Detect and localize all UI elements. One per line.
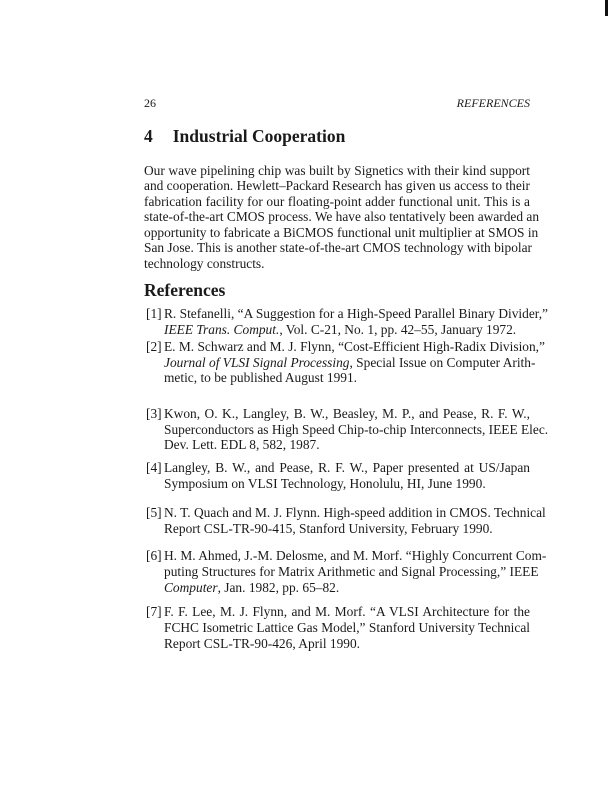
paragraph-line: technology constructs. bbox=[144, 256, 265, 271]
reference-line bbox=[164, 521, 530, 536]
reference-line bbox=[164, 636, 530, 651]
reference-line bbox=[164, 604, 530, 619]
reference-italic-text: Journal of VLSI Signal Processing bbox=[164, 355, 350, 370]
reference-italic-text: Computer bbox=[164, 580, 218, 595]
reference-text: Report CSL-TR-90-415, Stanford University, February 1990. bbox=[164, 521, 493, 536]
reference-line bbox=[164, 548, 547, 563]
reference-number: [7] bbox=[146, 604, 162, 619]
reference-line bbox=[164, 564, 539, 579]
reference-text: E. M. Schwarz and M. J. Flynn, “Cost-Efficient High-Radix Division,” bbox=[164, 339, 545, 354]
reference-text: R. Stefanelli, “A Suggestion for a High-Speed Parallel Binary Divider,” bbox=[164, 306, 548, 321]
reference-number: [1] bbox=[146, 306, 162, 321]
reference-text: H. M. Ahmed, J.-M. Delosme, and M. Morf. “Highly Concurrent Com- bbox=[164, 548, 547, 563]
reference-line bbox=[164, 406, 530, 421]
paragraph-line: fabrication facility for our floating-point adder functional unit. This is a bbox=[144, 194, 530, 209]
reference-text: , Jan. 1982, pp. 65–82. bbox=[217, 580, 340, 595]
reference-number: [5] bbox=[146, 505, 162, 520]
reference-text: Symposium on VLSI Technology, Honolulu, HI, June 1990. bbox=[164, 476, 486, 491]
reference-line bbox=[164, 306, 548, 321]
reference-text: Report CSL-TR-90-426, April 1990. bbox=[164, 636, 361, 651]
reference-text: , Special Issue on Computer Arith- bbox=[349, 355, 536, 370]
section-title: Industrial Cooperation bbox=[172, 126, 346, 146]
section-number: 4 bbox=[144, 126, 153, 146]
paragraph-line: state-of-the-art CMOS process. We have also tentatively been awarded an bbox=[144, 209, 540, 224]
reference-text: Superconductors as High Speed Chip-to-chip Interconnects, IEEE Elec. bbox=[164, 422, 549, 437]
running-title: REFERENCES bbox=[456, 96, 530, 110]
reference-text: puting Structures for Matrix Arithmetic and Signal Processing,” IEEE bbox=[164, 564, 539, 579]
reference-line bbox=[164, 460, 530, 475]
scan-artifact-mark bbox=[605, 0, 608, 16]
reference-number: [4] bbox=[146, 460, 162, 475]
reference-line bbox=[164, 505, 546, 520]
reference-line bbox=[164, 370, 530, 385]
reference-line bbox=[164, 476, 530, 491]
reference-text: N. T. Quach and M. J. Flynn. High-speed addition in CMOS. Technical bbox=[164, 505, 546, 520]
reference-line bbox=[164, 620, 530, 635]
reference-text: FCHC Isometric Lattice Gas Model,” Stanford University Technical bbox=[164, 620, 530, 635]
reference-line bbox=[164, 422, 549, 437]
reference-line bbox=[164, 580, 530, 595]
reference-italic-text: IEEE Trans. Comput. bbox=[164, 322, 280, 337]
page-number: 26 bbox=[144, 96, 156, 110]
reference-text: metic, to be published August 1991. bbox=[164, 370, 358, 385]
reference-number: [6] bbox=[146, 548, 162, 563]
reference-line bbox=[164, 355, 536, 370]
references-heading: References bbox=[144, 280, 226, 300]
section-heading bbox=[144, 126, 345, 147]
reference-text: Dev. Lett. EDL 8, 582, 1987. bbox=[164, 437, 320, 452]
paragraph-line: Our wave pipelining chip was built by Signetics with their kind support bbox=[144, 163, 530, 178]
reference-number: [3] bbox=[146, 406, 162, 421]
paragraph-line: San Jose. This is another state-of-the-art CMOS technology with bipolar bbox=[144, 240, 533, 255]
reference-line bbox=[164, 322, 530, 337]
reference-text: F. F. Lee, M. J. Flynn, and M. Morf. “A VLSI Architecture for the bbox=[164, 604, 530, 619]
paragraph-line: opportunity to fabricate a BiCMOS functional unit multiplier at SMOS in bbox=[144, 225, 539, 240]
reference-number: [2] bbox=[146, 339, 162, 354]
reference-text: Kwon, O. K., Langley, B. W., Beasley, M. P., and Pease, R. F. W., bbox=[164, 406, 530, 421]
paragraph-line: and cooperation. Hewlett–Packard Research has given us access to their bbox=[144, 178, 530, 193]
reference-line bbox=[164, 339, 545, 354]
reference-text: Langley, B. W., and Pease, R. F. W., Paper presented at US/Japan bbox=[164, 460, 530, 475]
reference-text: , Vol. C-21, No. 1, pp. 42–55, January 1972. bbox=[279, 322, 517, 337]
reference-line bbox=[164, 437, 530, 452]
